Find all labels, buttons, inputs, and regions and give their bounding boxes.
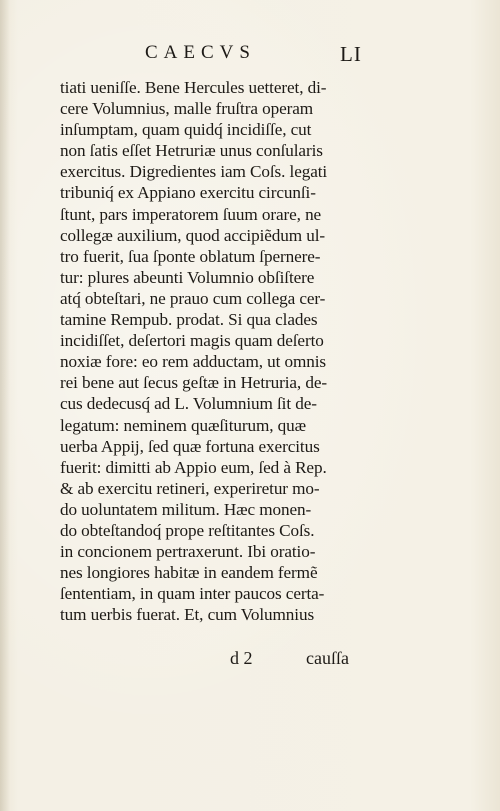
- text-line: exercitus. Digredientes iam Coſs. legati: [60, 162, 328, 182]
- body-text: [60, 77, 375, 625]
- text-line: legatum: neminem quæſiturum, quæ: [60, 415, 306, 435]
- text-line: atq́ obteſtari, ne prauo cum collega cer-: [60, 288, 326, 308]
- text-line: noxiæ fore: eo rem adductam, ut omnis: [60, 352, 326, 372]
- text-line: ſtunt, pars imperatorem ſuum orare, ne: [60, 204, 322, 224]
- text-line: incidiſſet, deſertori magis quam deſerto: [60, 331, 324, 351]
- text-line: tamine Rempub. prodat. Si qua clades: [60, 310, 318, 330]
- text-line: do uoluntatem militum. Hæc monen-: [60, 499, 312, 519]
- text-line: cere Volumnius, malle fruſtra operam: [60, 99, 314, 119]
- running-head: CAECVS: [145, 42, 256, 63]
- page-number: LI: [340, 42, 362, 66]
- text-line: do obteſtandoq́ prope reſtitantes Coſs.: [60, 520, 315, 540]
- catchword: cauſſa: [306, 648, 349, 668]
- text-line: & ab exercitu retineri, experiretur mo-: [60, 478, 320, 498]
- text-line: tur: plures abeunti Volumnio obſiſtere: [60, 267, 315, 287]
- text-line: in concionem pertraxerunt. Ibi oratio-: [60, 542, 316, 562]
- text-line: rei bene aut ſecus geſtæ in Hetruria, de-: [60, 373, 327, 393]
- text-line: tro fuerit, ſua ſponte oblatum ſpernere-: [60, 246, 321, 266]
- text-line: tribuniq́ ex Appiano exercitu circunſi-: [60, 183, 316, 203]
- text-line: uerba Appij, ſed quæ fortuna exercitus: [60, 436, 320, 456]
- text-line: non ſatis eſſet Hetruriæ unus conſularis: [60, 141, 323, 161]
- text-line: inſumptam, quam quidq́ incidiſſe, cut: [60, 120, 312, 140]
- text-line: tum uerbis fuerat. Et, cum Volumnius: [60, 605, 315, 625]
- text-line: tiati ueniſſe. Bene Hercules uetteret, di-: [60, 78, 327, 97]
- text-line: fuerit: dimitti ab Appio eum, ſed à Rep.: [60, 457, 327, 477]
- text-line: cus dedecusq́ ad L. Volumnium ſit de-: [60, 394, 317, 414]
- text-line: nes longiores habitæ in eandem fermẽ: [60, 563, 318, 583]
- text-line: collegæ auxilium, quod accipiẽdum ul-: [60, 225, 326, 245]
- text-line: ſententiam, in quam inter paucos certa-: [60, 584, 325, 604]
- signature-mark: d 2: [230, 648, 253, 668]
- page-gutter-shadow: [0, 0, 10, 811]
